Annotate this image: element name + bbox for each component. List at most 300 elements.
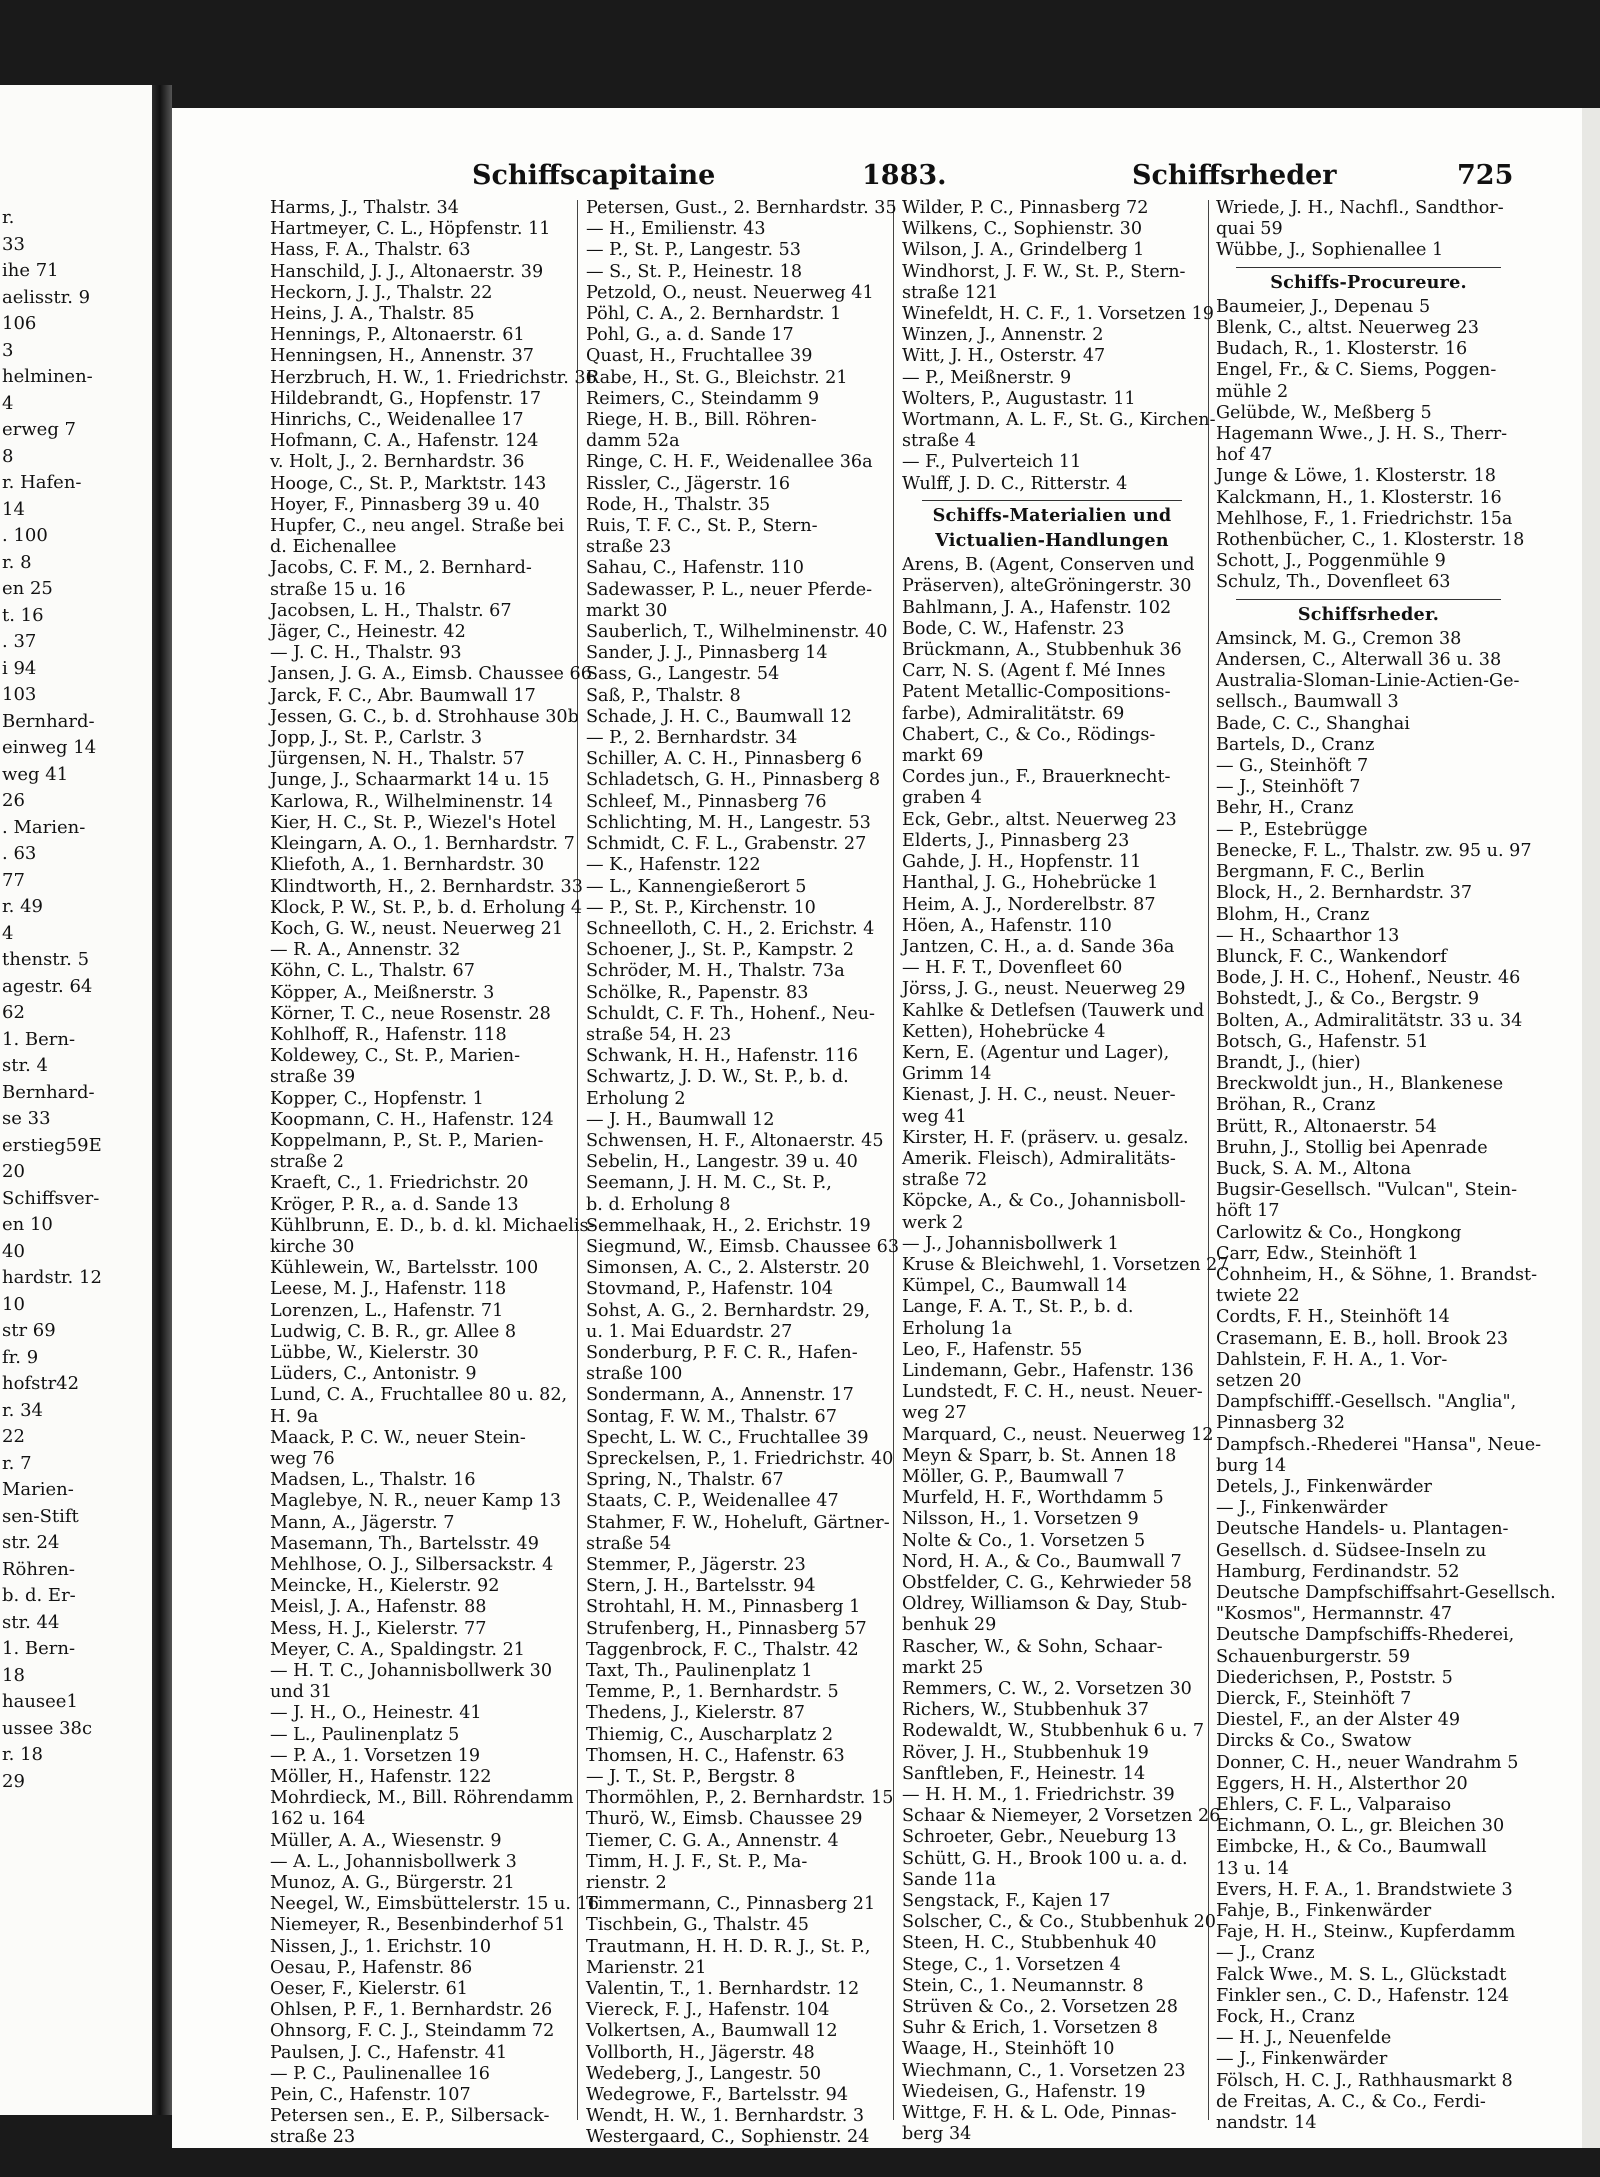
directory-entry: Sadewasser, P. L., neuer Pferde-: [586, 579, 873, 600]
directory-entry: Blohm, H., Cranz: [1216, 904, 1370, 925]
directory-entry: — P., St. P., Kirchenstr. 10: [586, 897, 816, 918]
directory-entry: Mohrdieck, M., Bill. Röhrendamm: [270, 1788, 574, 1809]
directory-entry: Deutsche Handels- u. Plantagen-: [1216, 1519, 1509, 1540]
directory-entry: Hofmann, C. A., Hafenstr. 124: [270, 431, 539, 452]
previous-page-line: thenstr. 5: [2, 949, 90, 970]
directory-entry: Buck, S. A. M., Altona: [1216, 1158, 1412, 1179]
previous-page-line: . Marien-: [2, 816, 86, 838]
directory-entry: Heckorn, J. J., Thalstr. 22: [270, 282, 493, 303]
directory-entry: Leese, M. J., Hafenstr. 118: [270, 1279, 507, 1300]
directory-entry: Pinnasberg 32: [1216, 1413, 1345, 1434]
directory-entry: "Kosmos", Hermannstr. 47: [1216, 1604, 1453, 1625]
directory-entry: Schwensen, H. F., Altonaerstr. 45: [586, 1130, 884, 1151]
directory-entry: Jessen, G. C., b. d. Strohhause 30b: [270, 706, 579, 727]
directory-entry: Ludwig, C. B. R., gr. Allee 8: [270, 1321, 517, 1342]
previous-page-line: ussee 38c: [2, 1717, 93, 1739]
directory-entry: Stahmer, F. W., Hoheluft, Gärtner-: [586, 1512, 890, 1533]
directory-entry: straße 121: [902, 282, 999, 303]
directory-entry: Hamburg, Ferdinandstr. 52: [1216, 1561, 1460, 1582]
directory-entry: Schott, J., Poggenmühle 9: [1216, 551, 1446, 572]
previous-page-line: 1. Bern-: [2, 1028, 76, 1050]
previous-page-line: r. 18: [2, 1744, 43, 1765]
directory-entry: — H. H. M., 1. Friedrichstr. 39: [902, 1785, 1175, 1806]
directory-entry: sellsch., Baumwall 3: [1216, 692, 1399, 713]
previous-page-line: aelisstr. 9: [2, 286, 91, 308]
directory-entry: H. 9a: [270, 1406, 319, 1427]
directory-entry: Gelübde, W., Meßberg 5: [1216, 402, 1432, 423]
directory-entry: Henningsen, H., Annenstr. 37: [270, 346, 534, 367]
previous-page-line: b. d. Er-: [2, 1585, 76, 1606]
directory-entry: Strohtahl, H. M., Pinnasberg 1: [586, 1597, 861, 1618]
directory-entry: Brütt, R., Altonaerstr. 54: [1216, 1116, 1437, 1137]
directory-entry: farbe), Admiralitätstr. 69: [902, 703, 1125, 724]
directory-entry: Lange, F. A. T., St. P., b. d.: [902, 1297, 1134, 1318]
directory-entry: Nolte & Co., 1. Vorsetzen 5: [902, 1530, 1146, 1551]
directory-entry: Dampfsch.-Rhederei "Hansa", Neue-: [1216, 1434, 1542, 1455]
directory-entry: Strufenberg, H., Pinnasberg 57: [586, 1618, 867, 1639]
previous-page-line: ihe 71: [2, 260, 59, 281]
directory-entry: — H., Schaarthor 13: [1216, 925, 1400, 946]
directory-entry: Winzen, J., Annenstr. 2: [902, 325, 1104, 346]
directory-entry: Fahje, B., Finkenwärder: [1216, 1901, 1432, 1922]
directory-entry: — J., Steinhöft 7: [1216, 777, 1361, 798]
directory-entry: Thiemig, C., Auscharplatz 2: [586, 1724, 834, 1745]
directory-entry: Carlowitz & Co., Hongkong: [1216, 1222, 1462, 1243]
directory-entry: Jacobsen, L. H., Thalstr. 67: [270, 600, 512, 621]
directory-entry: Rabe, H., St. G., Bleichstr. 21: [586, 367, 848, 388]
directory-entry: Budach, R., 1. Klosterstr. 16: [1216, 339, 1468, 360]
directory-entry: Sander, J. J., Pinnasberg 14: [586, 643, 828, 664]
directory-entry: — J., Cranz: [1216, 1943, 1315, 1964]
previous-page-line: str. 44: [2, 1611, 60, 1633]
column-4: [1216, 198, 1556, 2134]
directory-entry: Deutsche Dampfschiffsahrt-Gesellsch.: [1216, 1583, 1556, 1603]
page-number: 725: [1457, 160, 1514, 191]
directory-entry: Junge & Löwe, 1. Klosterstr. 18: [1216, 466, 1496, 487]
directory-entry: Kier, H. C., St. P., Wiezel's Hotel: [270, 812, 556, 833]
directory-entry: Rode, H., Thalstr. 35: [586, 494, 771, 515]
previous-page-line: Röhren-: [2, 1558, 75, 1580]
directory-entry: Meyn & Sparr, b. St. Annen 18: [902, 1445, 1177, 1466]
directory-entry: nandstr. 14: [1216, 2113, 1317, 2134]
directory-entry: Lorenzen, L., Hafenstr. 71: [270, 1300, 504, 1321]
directory-entry: Bugsir-Gesellsch. "Vulcan", Stein-: [1216, 1180, 1518, 1201]
directory-entry: Sanftleben, F., Heinestr. 14: [902, 1763, 1146, 1784]
directory-entry: Jörss, J. G., neust. Neuerweg 29: [902, 979, 1186, 1000]
directory-entry: Andersen, C., Alterwall 36 u. 38: [1216, 650, 1502, 671]
directory-entry: straße 23: [270, 2127, 356, 2148]
directory-entry: Bartels, D., Cranz: [1216, 734, 1375, 755]
directory-entry: Marienstr. 21: [586, 1957, 707, 1978]
directory-entry: Benecke, F. L., Thalstr. zw. 95 u. 97: [1216, 840, 1532, 861]
directory-entry: Block, H., 2. Bernhardstr. 37: [1216, 883, 1473, 904]
directory-entry: Sebelin, H., Langestr. 39 u. 40: [586, 1152, 858, 1173]
previous-page-line: 22: [2, 1426, 25, 1447]
directory-entry: Sontag, F. W. M., Thalstr. 67: [586, 1406, 837, 1427]
directory-entry: Köpper, A., Meißnerstr. 3: [270, 982, 495, 1003]
column-3: [902, 198, 1229, 2145]
directory-entry: Karlowa, R., Wilhelminenstr. 14: [270, 791, 553, 812]
directory-entry: Madsen, L., Thalstr. 16: [270, 1470, 476, 1491]
directory-entry: Crasemann, E. B., holl. Brook 23: [1216, 1328, 1509, 1349]
directory-entry: straße 54: [586, 1533, 672, 1554]
directory-entry: Köhn, C. L., Thalstr. 67: [270, 961, 475, 982]
directory-entry: und 31: [270, 1682, 332, 1703]
directory-entry: Australia-Sloman-Linie-Actien-Ge-: [1216, 671, 1520, 692]
directory-entry: — H. T. C., Johannisbollwerk 30: [270, 1661, 553, 1682]
directory-entry: Stovmand, P., Hafenstr. 104: [586, 1279, 834, 1300]
directory-entry: Fölsch, H. C. J., Rathhausmarkt 8: [1216, 2070, 1513, 2091]
directory-entry: Murfeld, H. F., Worthdamm 5: [902, 1488, 1164, 1509]
directory-entry: Rothenbücher, C., 1. Klosterstr. 18: [1216, 530, 1525, 551]
previous-page-line: 10: [2, 1293, 25, 1315]
directory-entry: — L., Paulinenplatz 5: [270, 1724, 460, 1745]
directory-entry: Behr, H., Cranz: [1216, 798, 1354, 819]
directory-entry: — K., Hafenstr. 122: [586, 855, 761, 876]
directory-entry: Sahau, C., Hafenstr. 110: [586, 558, 804, 579]
directory-entry: Jäger, C., Heinestr. 42: [270, 622, 466, 643]
directory-entry: Windhorst, J. F. W., St. P., Stern-: [902, 261, 1186, 282]
directory-entry: Pohl, G., a. d. Sande 17: [586, 325, 794, 346]
directory-entry: Brandt, J., (hier): [1216, 1052, 1361, 1073]
directory-entry: Schauenburgerstr. 59: [1216, 1646, 1411, 1667]
directory-entry: Thormöhlen, P., 2. Bernhardstr. 15: [586, 1788, 894, 1809]
directory-entry: Schleef, M., Pinnasberg 76: [586, 791, 827, 812]
section-rule: [1236, 267, 1501, 268]
directory-entry: rienstr. 2: [586, 1873, 667, 1894]
previous-page-line: Bernhard-: [2, 1081, 95, 1103]
directory-entry: Lüders, C., Antonistr. 9: [270, 1364, 477, 1385]
directory-entry: Mehlhose, F., 1. Friedrichstr. 15a: [1216, 508, 1513, 529]
directory-entry: Gahde, J. H., Hopfenstr. 11: [902, 852, 1142, 873]
directory-entry: Sohst, A. G., 2. Bernhardstr. 29,: [586, 1300, 871, 1321]
previous-page-line: . 100: [2, 525, 48, 546]
directory-entry: Diestel, F., an der Alster 49: [1216, 1710, 1461, 1731]
directory-entry: Sauberlich, T., Wilhelminenstr. 40: [586, 622, 888, 643]
directory-entry: Wulff, J. D. C., Ritterstr. 4: [902, 473, 1128, 494]
directory-entry: Jopp, J., St. P., Carlstr. 3: [270, 728, 483, 749]
directory-entry: Ruis, T. F. C., St. P., Stern-: [586, 516, 818, 537]
section-rule: [1236, 599, 1501, 600]
directory-entry: Hartmeyer, C. L., Höpfenstr. 11: [270, 219, 551, 240]
directory-entry: Siegmund, W., Eimsb. Chaussee 63: [586, 1236, 900, 1257]
directory-entry: Maack, P. C. W., neuer Stein-: [270, 1427, 526, 1448]
directory-entry: graben 4: [902, 788, 982, 809]
directory-entry: Oeser, F., Kielerstr. 61: [270, 1979, 468, 2000]
directory-entry: Jürgensen, N. H., Thalstr. 57: [270, 749, 525, 770]
directory-entry: Taxt, Th., Paulinenplatz 1: [586, 1661, 813, 1682]
directory-entry: burg 14: [1216, 1455, 1287, 1476]
directory-entry: Stein, C., 1. Neumannstr. 8: [902, 1975, 1144, 1996]
directory-entry: Wiechmann, C., 1. Vorsetzen 23: [902, 2060, 1186, 2081]
directory-entry: Rissler, C., Jägerstr. 16: [586, 473, 791, 494]
directory-entry: Rodewaldt, W., Stubbenhuk 6 u. 7: [902, 1721, 1205, 1742]
directory-entry: Carr, Edw., Steinhöft 1: [1216, 1243, 1419, 1264]
directory-entry: Riege, H. B., Bill. Röhren-: [586, 410, 817, 431]
previous-page-line: str. 4: [2, 1055, 48, 1076]
directory-entry: Schladetsch, G. H., Pinnasberg 8: [586, 770, 881, 791]
column-1: [270, 198, 599, 2149]
previous-page-line: en 10: [2, 1214, 53, 1235]
directory-entry: Kahlke & Detlefsen (Tauwerk und: [902, 1000, 1205, 1021]
directory-entry: Kleingarn, A. O., 1. Bernhardstr. 7: [270, 834, 575, 855]
directory-entry: Körner, T. C., neue Rosenstr. 28: [270, 1003, 551, 1024]
directory-entry: Blenk, C., altst. Neuerweg 23: [1216, 318, 1479, 339]
directory-entry: Elderts, J., Pinnasberg 23: [902, 830, 1130, 851]
directory-entry: Kalckmann, H., 1. Klosterstr. 16: [1216, 487, 1502, 508]
directory-entry: Stege, C., 1. Vorsetzen 4: [902, 1954, 1121, 1975]
directory-entry: Röver, J. H., Stubbenhuk 19: [902, 1742, 1149, 1763]
column-2: [586, 198, 900, 2149]
directory-entry: Kruse & Bleichwehl, 1. Vorsetzen 27: [902, 1254, 1229, 1275]
directory-entry: Petersen, Gust., 2. Bernhardstr. 35: [586, 198, 897, 218]
directory-entry: Junge, J., Schaarmarkt 14 u. 15: [270, 770, 550, 791]
directory-entry: — J. T., St. P., Bergstr. 8: [586, 1767, 796, 1788]
directory-entry: Blunck, F. C., Wankendorf: [1216, 946, 1447, 967]
directory-entry: Höen, A., Hafenstr. 110: [902, 915, 1112, 936]
directory-entry: Schütt, G. H., Brook 100 u. a. d.: [902, 1848, 1188, 1869]
previous-page-line: 33: [2, 233, 25, 255]
directory-entry: Bohstedt, J., & Co., Bergstr. 9: [1216, 989, 1480, 1010]
directory-entry: Petersen sen., E. P., Silbersack-: [270, 2106, 550, 2127]
directory-entry: Herzbruch, H. W., 1. Friedrichstr. 36: [270, 367, 597, 388]
directory-entry: — H., Emilienstr. 43: [586, 219, 766, 240]
directory-entry: markt 30: [586, 600, 668, 621]
directory-entry: Koppelmann, P., St. P., Marien-: [270, 1130, 544, 1151]
directory-entry: Gesellsch. d. Südsee-Inseln zu: [1216, 1540, 1487, 1561]
directory-entry: Steen, H. C., Stubbenhuk 40: [902, 1933, 1157, 1954]
directory-entry: — J., Finkenwärder: [1216, 2049, 1388, 2070]
directory-entry: straße 4: [902, 431, 976, 452]
section-heading: Schiffsrheder.: [1297, 603, 1440, 625]
directory-entry: Amsinck, M. G., Cremon 38: [1216, 628, 1462, 649]
directory-entry: Kopper, C., Hopfenstr. 1: [270, 1088, 484, 1109]
directory-entry: Klock, P. W., St. P., b. d. Erholung 4: [270, 897, 583, 918]
directory-entry: Nilsson, H., 1. Vorsetzen 9: [902, 1509, 1139, 1530]
directory-entry: Schwartz, J. D. W., St. P., b. d.: [586, 1067, 849, 1088]
directory-entry: Köpcke, A., & Co., Johannisboll-: [902, 1191, 1186, 1212]
previous-page-line: helminen-: [2, 366, 93, 387]
previous-page-line: en 25: [2, 578, 53, 599]
directory-entry: Trautmann, H. H. D. R. J., St. P.,: [586, 1936, 871, 1957]
directory-entry: weg 76: [270, 1448, 335, 1469]
directory-entry: v. Holt, J., 2. Bernhardstr. 36: [270, 452, 525, 473]
directory-entry: Hagemann Wwe., J. H. S., Therr-: [1216, 424, 1508, 445]
directory-entry: Deutsche Dampfschiffs-Rhederei,: [1216, 1625, 1515, 1646]
directory-entry: Eck, Gebr., altst. Neuerweg 23: [902, 809, 1177, 830]
directory-entry: Wendt, H. W., 1. Bernhardstr. 3: [586, 2106, 865, 2127]
directory-entry: Petzold, O., neust. Neuerweg 41: [586, 282, 874, 303]
previous-page-text: [0, 205, 152, 1795]
directory-entry: Dampfschifff.-Gesellsch. "Anglia",: [1216, 1392, 1517, 1413]
previous-page-line: 4: [2, 922, 14, 944]
directory-entry: Wolters, P., Augustastr. 11: [902, 388, 1136, 409]
directory-entry: — P. C., Paulinenallee 16: [270, 2063, 490, 2084]
directory-entry: Baumeier, J., Depenau 5: [1216, 296, 1431, 317]
directory-entry: — H. F. T., Dovenfleet 60: [902, 958, 1123, 979]
directory-entry: Eichmann, O. L., gr. Bleichen 30: [1216, 1816, 1505, 1837]
directory-entry: Sondermann, A., Annenstr. 17: [586, 1385, 854, 1406]
directory-entry: Kraeft, C., 1. Friedrichstr. 20: [270, 1173, 529, 1194]
directory-entry: Heins, J. A., Thalstr. 85: [270, 304, 475, 325]
previous-page-line: 3: [2, 339, 14, 361]
directory-entry: straße 15 u. 16: [270, 579, 406, 600]
previous-page-line: 14: [2, 498, 25, 520]
previous-page-line: 1. Bern-: [2, 1638, 76, 1659]
directory-entry: Staats, C. P., Weidenallee 47: [586, 1491, 839, 1512]
directory-entry: Erholung 2: [586, 1088, 686, 1109]
previous-page-line: agestr. 64: [2, 975, 93, 997]
directory-entry: — G., Steinhöft 7: [1216, 756, 1369, 777]
directory-entry: Dierck, F., Steinhöft 7: [1216, 1689, 1412, 1710]
directory-entry: Temme, P., 1. Bernhardstr. 5: [586, 1682, 839, 1703]
directory-entry: Semmelhaak, H., 2. Erichstr. 19: [586, 1215, 871, 1236]
previous-page-line: . 63: [2, 843, 37, 864]
directory-entry: Grimm 14: [902, 1064, 992, 1085]
directory-entry: Remmers, C. W., 2. Vorsetzen 30: [902, 1679, 1192, 1700]
directory-entry: Schoener, J., St. P., Kampstr. 2: [586, 940, 855, 961]
directory-entry: Schlichting, M. H., Langestr. 53: [586, 812, 871, 833]
directory-entry: Sass, G., Langestr. 54: [586, 664, 780, 685]
previous-page-line: hausee1: [2, 1691, 78, 1712]
directory-entry: Kümpel, C., Baumwall 14: [902, 1276, 1128, 1297]
previous-page-line: fr. 9: [2, 1346, 39, 1368]
directory-entry: Heim, A. J., Norderelbstr. 87: [902, 894, 1156, 915]
previous-page-line: 62: [2, 1002, 25, 1023]
directory-entry: Waage, H., Steinhöft 10: [902, 2039, 1115, 2060]
directory-entry: Chabert, C., & Co., Rödings-: [902, 724, 1156, 745]
directory-entry: Thomsen, H. C., Hafenstr. 63: [586, 1745, 845, 1766]
directory-entry: Cordts, F. H., Steinhöft 14: [1216, 1307, 1450, 1328]
directory-entry: Fock, H., Cranz: [1216, 2007, 1355, 2028]
directory-entry: u. 1. Mai Eduardstr. 27: [586, 1321, 793, 1342]
directory-entry: Quast, H., Fruchtallee 39: [586, 346, 813, 367]
directory-entry: Klindtworth, H., 2. Bernhardstr. 33: [270, 876, 583, 897]
directory-entry: Eggers, H. H., Alsterthor 20: [1216, 1773, 1468, 1794]
directory-entry: Bröhan, R., Cranz: [1216, 1095, 1376, 1116]
directory-entry: weg 41: [902, 1106, 967, 1127]
directory-entry: Rascher, W., & Sohn, Schaar-: [902, 1636, 1163, 1657]
previous-page-line: sen-Stift: [2, 1505, 79, 1527]
directory-entry: Ehlers, C. F. L., Valparaiso: [1216, 1795, 1452, 1816]
directory-entry: Evers, H. F. A., 1. Brandstwiete 3: [1216, 1879, 1513, 1900]
directory-entry: Kirster, H. F. (präserv. u. gesalz.: [902, 1127, 1189, 1148]
directory-entry: setzen 20: [1216, 1370, 1302, 1391]
directory-entry: Kühlewein, W., Bartelsstr. 100: [270, 1258, 539, 1279]
directory-entry: Wilder, P. C., Pinnasberg 72: [902, 198, 1149, 218]
directory-entry: Cohnheim, H., & Söhne, 1. Brandst-: [1216, 1264, 1538, 1285]
previous-page-line: str. 24: [2, 1532, 60, 1553]
directory-entry: Cordes jun., F., Brauerknecht-: [902, 767, 1171, 788]
directory-entry: Erholung 1a: [902, 1318, 1013, 1339]
directory-entry: straße 54, H. 23: [586, 1024, 732, 1045]
directory-entry: — R. A., Annenstr. 32: [270, 940, 461, 961]
previous-page-line: weg 41: [2, 763, 69, 785]
directory-entry: Bode, C. W., Hafenstr. 23: [902, 618, 1125, 639]
directory-entry: Ohlsen, P. F., 1. Bernhardstr. 26: [270, 2000, 553, 2021]
previous-page-line: 18: [2, 1664, 25, 1686]
previous-page-line: 77: [2, 869, 25, 891]
directory-entry: Koopmann, C. H., Hafenstr. 124: [270, 1109, 554, 1130]
column-divider: [577, 200, 578, 2120]
directory-entry: Breckwoldt jun., H., Blankenese: [1216, 1074, 1504, 1095]
directory-entry: Koldewey, C., St. P., Marien-: [270, 1046, 521, 1067]
previous-page-line: erweg 7: [2, 419, 77, 440]
directory-entry: Nord, H. A., & Co., Baumwall 7: [902, 1551, 1182, 1572]
directory-entry: — P., Estebrügge: [1216, 819, 1368, 840]
directory-entry: — P., 2. Bernhardstr. 34: [586, 728, 798, 749]
directory-entry: straße 2: [270, 1152, 344, 1173]
header-year: 1883.: [862, 160, 947, 191]
directory-entry: Harms, J., Thalstr. 34: [270, 198, 459, 218]
directory-entry: Patent Metallic-Compositions-: [902, 682, 1171, 703]
directory-entry: Detels, J., Finkenwärder: [1216, 1476, 1432, 1497]
directory-entry: Hennings, P., Altonaerstr. 61: [270, 325, 525, 346]
directory-entry: — A. L., Johannisbollwerk 3: [270, 1851, 517, 1872]
previous-page-line: erstieg59E: [2, 1134, 102, 1156]
directory-entry: Oldrey, Williamson & Day, Stub-: [902, 1594, 1188, 1615]
previous-page-line: 103: [2, 684, 37, 705]
directory-entry: Ringe, C. H. F., Weidenallee 36a: [586, 452, 873, 473]
directory-entry: Thedens, J., Kielerstr. 87: [586, 1703, 805, 1724]
directory-entry: Kliefoth, A., 1. Bernhardstr. 30: [270, 855, 545, 876]
directory-entry: Jantzen, C. H., a. d. Sande 36a: [902, 936, 1175, 957]
previous-page-fragment: [0, 85, 152, 2115]
directory-entry: Spring, N., Thalstr. 67: [586, 1470, 784, 1491]
directory-entry: Thurö, W., Eimsb. Chaussee 29: [586, 1809, 863, 1830]
directory-entry: de Freitas, A. C., & Co., Ferdi-: [1216, 2091, 1486, 2112]
directory-entry: Meincke, H., Kielerstr. 92: [270, 1576, 500, 1597]
directory-entry: Wedeberg, J., Langestr. 50: [586, 2063, 822, 2084]
directory-entry: markt 69: [902, 746, 984, 767]
directory-entry: — J. C. H., Thalstr. 93: [270, 643, 462, 664]
directory-entry: Westergaard, C., Sophienstr. 24: [586, 2127, 870, 2148]
directory-entry: Richers, W., Stubbenhuk 37: [902, 1700, 1149, 1721]
directory-entry: Hooge, C., St. P., Marktstr. 143: [270, 473, 547, 494]
directory-entry: — J., Finkenwärder: [1216, 1498, 1388, 1519]
previous-page-line: 29: [2, 1770, 25, 1792]
directory-entry: Schölke, R., Papenstr. 83: [586, 982, 809, 1003]
directory-entry: Lübbe, W., Kielerstr. 30: [270, 1342, 479, 1363]
directory-entry: Hass, F. A., Thalstr. 63: [270, 240, 471, 261]
directory-entry: Brückmann, A., Stubbenhuk 36: [902, 640, 1182, 661]
directory-entry: Stern, J. H., Bartelsstr. 94: [586, 1576, 816, 1597]
previous-page-line: 40: [2, 1240, 25, 1262]
directory-entry: Meisl, J. A., Hafenstr. 88: [270, 1597, 487, 1618]
directory-entry: Diederichsen, P., Poststr. 5: [1216, 1667, 1453, 1688]
directory-entry: Witt, J. H., Osterstr. 47: [902, 346, 1106, 367]
directory-entry: weg 27: [902, 1403, 967, 1424]
directory-entry: Masemann, Th., Bartelsstr. 49: [270, 1533, 539, 1554]
directory-entry: — P., St. P., Langestr. 53: [586, 240, 801, 261]
previous-page-line: r.: [2, 207, 15, 228]
previous-page-line: hofstr42: [2, 1373, 80, 1394]
directory-entry: Wortmann, A. L. F., St. G., Kirchen-: [902, 410, 1216, 431]
column-divider: [1208, 200, 1209, 2120]
page-header: [172, 160, 1582, 200]
directory-entry: Seemann, J. H. M. C., St. P.,: [586, 1173, 832, 1194]
directory-entry: Stemmer, P., Jägerstr. 23: [586, 1555, 806, 1575]
directory-entry: Wriede, J. H., Nachfl., Sandthor-: [1216, 198, 1504, 218]
directory-entry: Falck Wwe., M. S. L., Glückstadt: [1216, 1964, 1507, 1985]
directory-entry: Hupfer, C., neu angel. Straße bei: [270, 516, 565, 537]
directory-entry: — P. A., 1. Vorsetzen 19: [270, 1745, 481, 1766]
directory-entry: Bolten, A., Admiralitätstr. 33 u. 34: [1216, 1010, 1523, 1031]
directory-entry: Sande 11a: [902, 1869, 997, 1890]
page-edge: [1582, 108, 1600, 2148]
directory-entry: Viereck, F. J., Hafenstr. 104: [586, 2000, 830, 2021]
directory-entry: Eimbcke, H., & Co., Baumwall: [1216, 1837, 1487, 1858]
